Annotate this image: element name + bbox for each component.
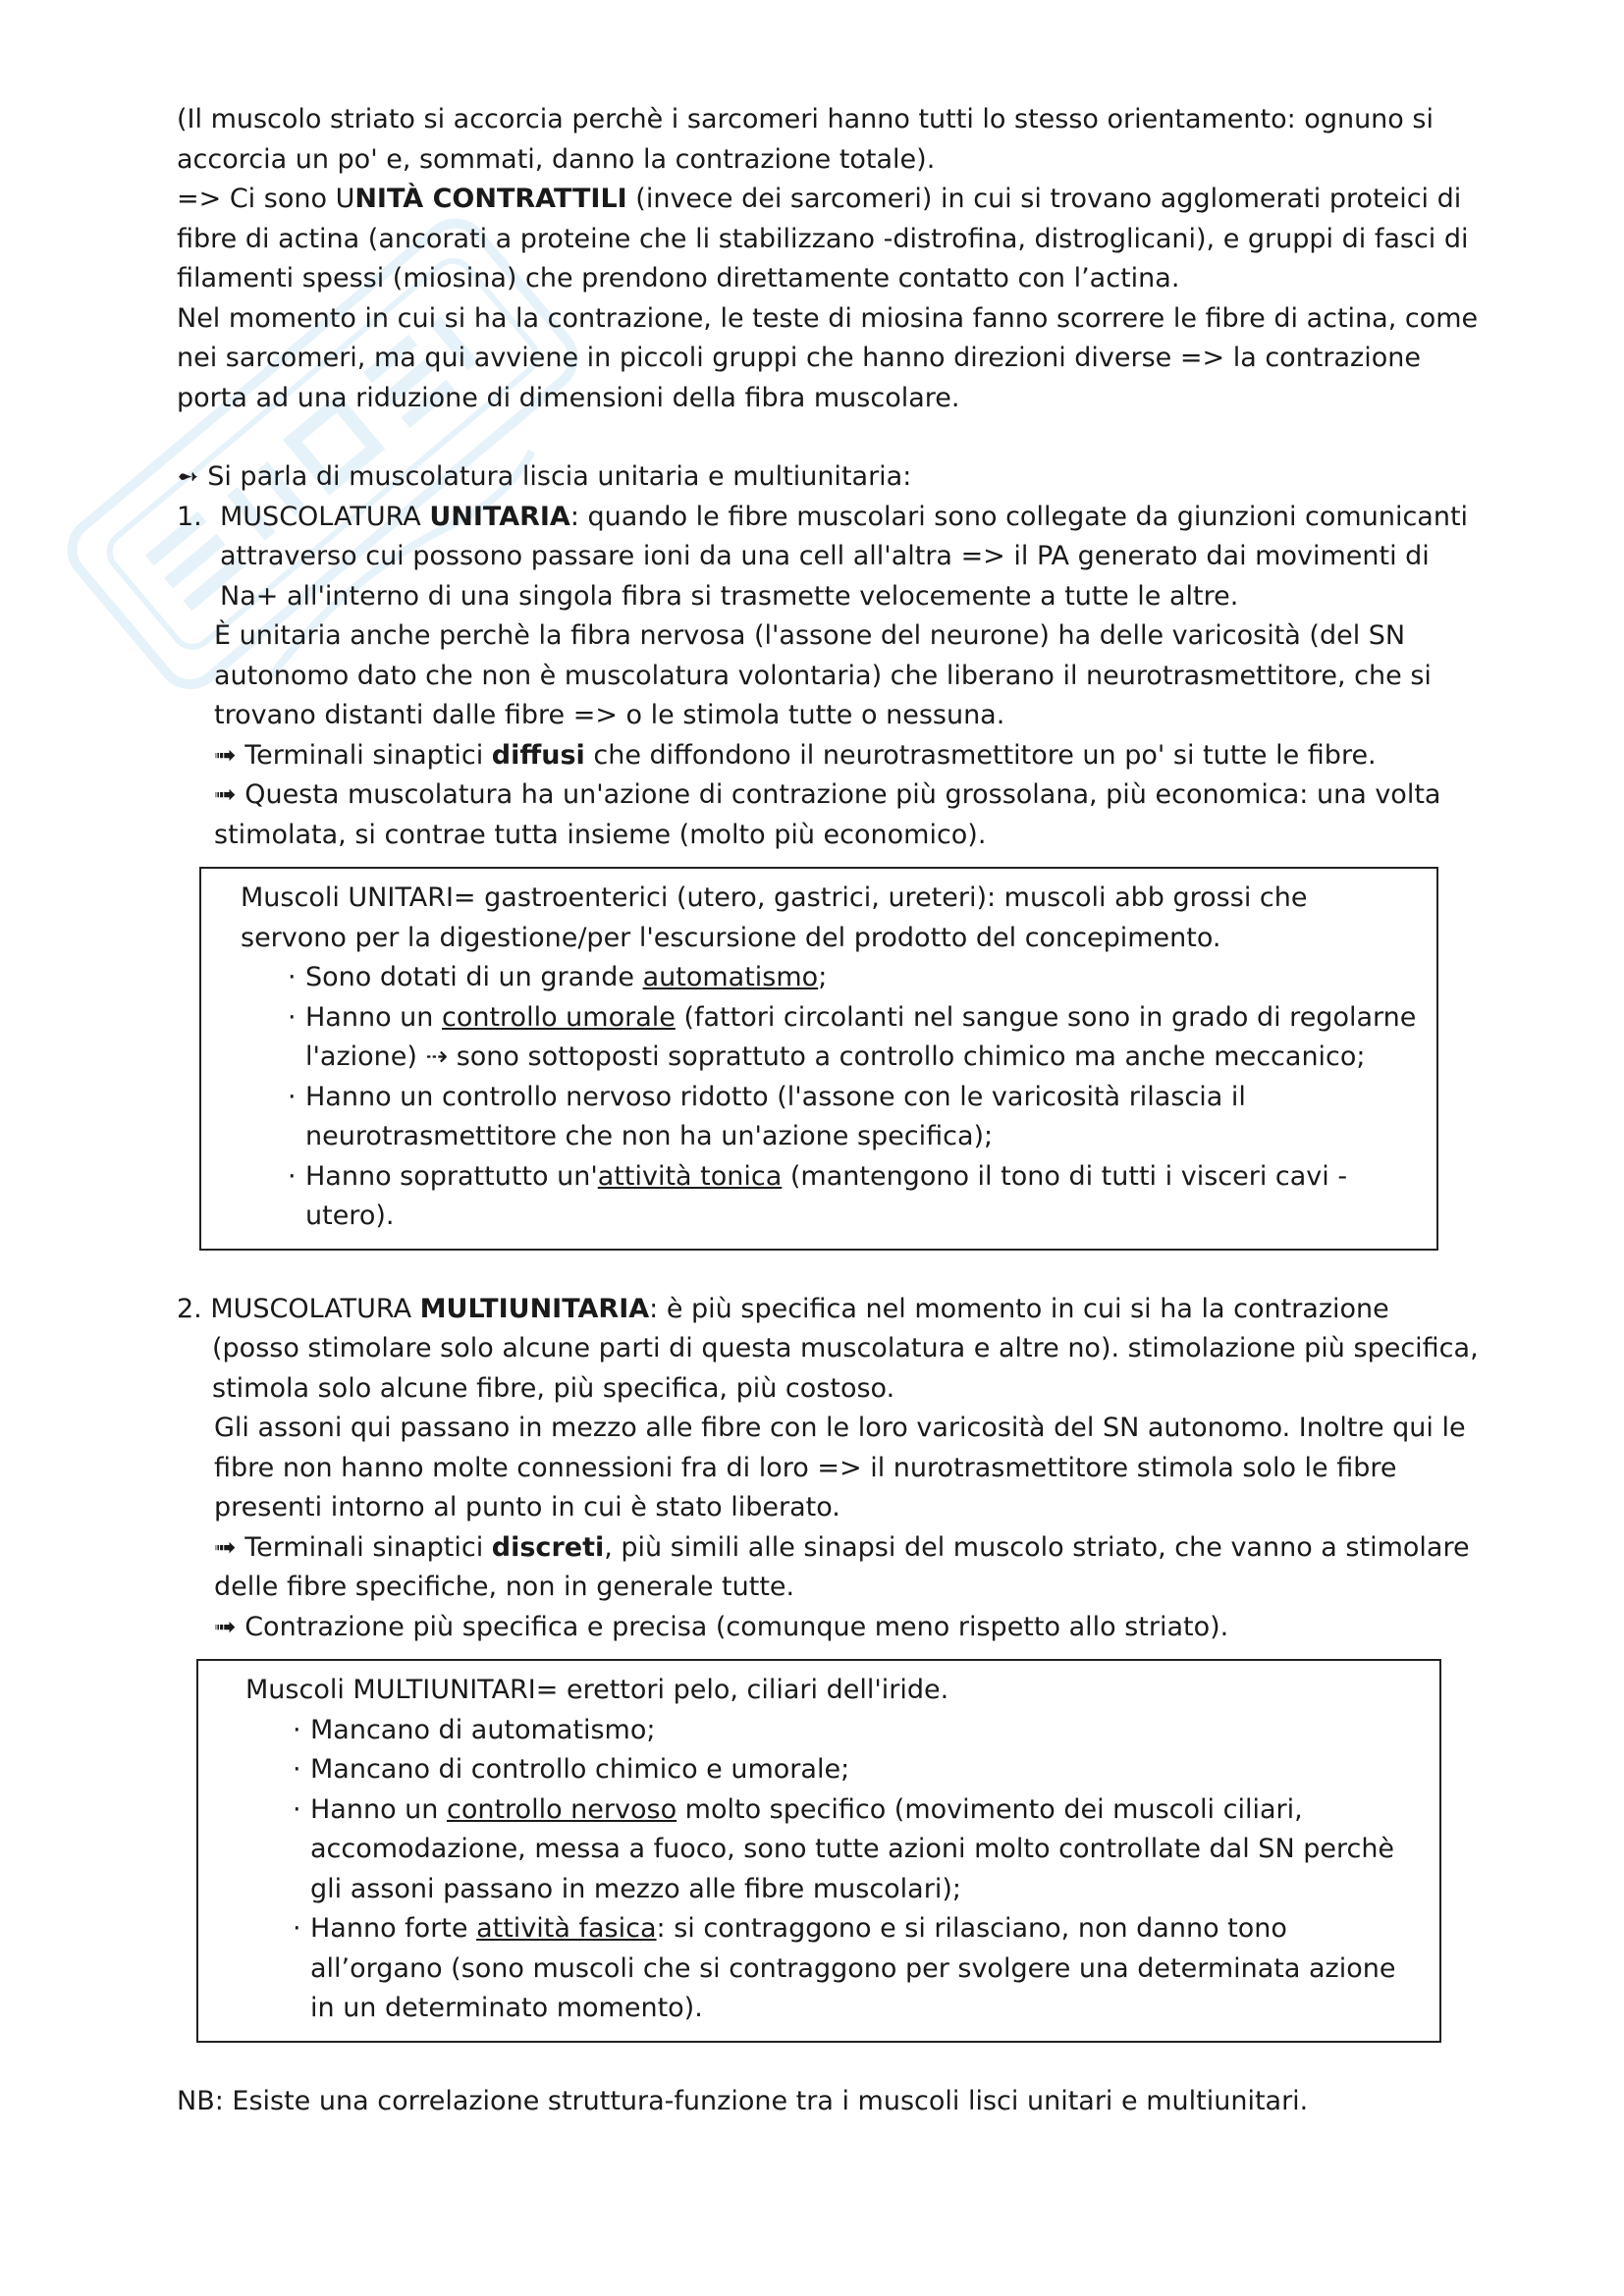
- intro-paragraph-1: (Il muscolo striato si accorcia perchè i sarcomeri hanno tutti lo stesso orientamento: ognuno si accorcia un po' e, sommati, danno la contrazione totale).: [177, 104, 1434, 175]
- unitari-bullet-4: · Hanno soprattutto un'attività tonica (mantengono il tono di tutti i visceri cavi -utero).: [288, 1160, 1348, 1231]
- multiunitaria-heading: 2. MUSCOLATURA MULTIUNITARIA: è più specifica nel momento in cui si ha la contrazione (posso stimolare solo alcune parti di questa muscolatura e altre no). stimolazione più specifica, stimola solo alcune fibre, più specifica, più costoso.: [177, 1293, 1479, 1404]
- unitaria-paragraph-2: È unitaria anche perchè la fibra nervosa (l'assone del neurone) ha delle varicosità (del SN autonomo dato che non è muscolatura volontaria) che liberano il neurotrasmettitore, che si trovano distanti dalle fibre => o le stimola tutte o nessuna.: [214, 620, 1432, 730]
- unitaria-arrow-2: ➟ Questa muscolatura ha un'azione di contrazione più grossolana, più economica: una volta stimolata, si contrae tutta insieme (molto più economico).: [214, 779, 1441, 850]
- multiunitari-box-title: Muscoli MULTIUNITARI= erettori pelo, ciliari dell'iride.: [245, 1675, 949, 1705]
- unitaria-heading: 1. MUSCOLATURA UNITARIA: quando le fibre muscolari sono collegate da giunzioni comunicanti attraverso cui possono passare ioni da una cell all'altra => il PA generato dai movimenti di Na+ all'interno di una singola fibra si trasmette velocemente a tutte le altre.: [177, 501, 1469, 612]
- intro-paragraph-3: Nel momento in cui si ha la contrazione, le teste di miosina fanno scorrere le fibre di actina, come nei sarcomeri, ma qui avviene in piccoli gruppi che hanno direzioni diverse => la contrazione porta ad una riduzione di dimensioni della fibra muscolare.: [177, 302, 1479, 413]
- multiunitari-bullet-4: · Hanno forte attività fasica: si contraggono e si rilasciano, non danno tono all’organo (sono muscoli che si contraggono per svolgere una determinata azione in un determinato momento).: [293, 1913, 1396, 2023]
- nb-note: NB: Esiste una correlazione struttura-funzione tra i muscoli lisci unitari e multiunitari.: [177, 2085, 1309, 2116]
- multiunitari-bullet-3: · Hanno un controllo nervoso molto specifico (movimento dei muscoli ciliari, accomodazione, messa a fuoco, sono tutte azioni molto controllate dal SN perchè gli assoni passano in mezzo alle fibre muscolari);: [293, 1793, 1395, 1904]
- unitaria-arrow-1: ➟ Terminali sinaptici diffusi che diffondono il neurotrasmettitore un po' si tutte le fibre.: [214, 739, 1377, 771]
- unitari-box-title: Muscoli UNITARI= gastroenterici (utero, gastrici, ureteri): muscoli abb grossi che servono per la digestione/per l'escursione del prodotto del concepimento.: [241, 882, 1308, 953]
- intro-paragraph-2: => Ci sono UNITÀ CONTRATTILI (invece dei sarcomeri) in cui si trovano agglomerati proteici di fibre di actina (ancorati a proteine che li stabilizzano -distrofina, distroglicani), e gruppi di fasci di filamenti spessi (miosina) che prendono direttamente contatto con l’actina.: [177, 184, 1469, 294]
- multiunitaria-arrow-1: ➟ Terminali sinaptici discreti, più simili alle sinapsi del muscolo striato, che vanno a stimolare delle fibre specifiche, non in generale tutte.: [214, 1531, 1470, 1602]
- multiunitari-bullet-1: · Mancano di automatismo;: [293, 1714, 656, 1745]
- multiunitaria-paragraph-2: Gli assoni qui passano in mezzo alle fibre con le loro varicosità del SN autonomo. Inoltre qui le fibre non hanno molte connessioni fra di loro => il nurotrasmettitore stimola solo le fibre presenti intorno al punto in cui è stato liberato.: [214, 1413, 1466, 1522]
- unitari-bullet-2: · Hanno un controllo umorale (fattori circolanti nel sangue sono in grado di regolarne l'azione) ⇢ sono sottoposti soprattuto a controllo chimico ma anche meccanico;: [288, 1001, 1417, 1072]
- unitari-box: [199, 867, 1438, 1251]
- unitari-bullet-1: · Sono dotati di un grande automatismo;: [288, 962, 828, 992]
- unitari-bullet-3: · Hanno un controllo nervoso ridotto (l'assone con le varicosità rilascia il neurotrasmettitore che non ha un'azione specifica);: [288, 1081, 1246, 1151]
- multiunitari-bullet-2: · Mancano di controllo chimico e umorale;: [293, 1754, 850, 1785]
- multiunitaria-arrow-2: ➟ Contrazione più specifica e precisa (comunque meno rispetto allo striato).: [214, 1611, 1229, 1642]
- section-intro: ➻ Si parla di muscolatura liscia unitaria e multiunitaria:: [177, 461, 912, 492]
- document-body: [177, 100, 1483, 2121]
- multiunitari-box: [196, 1659, 1441, 2043]
